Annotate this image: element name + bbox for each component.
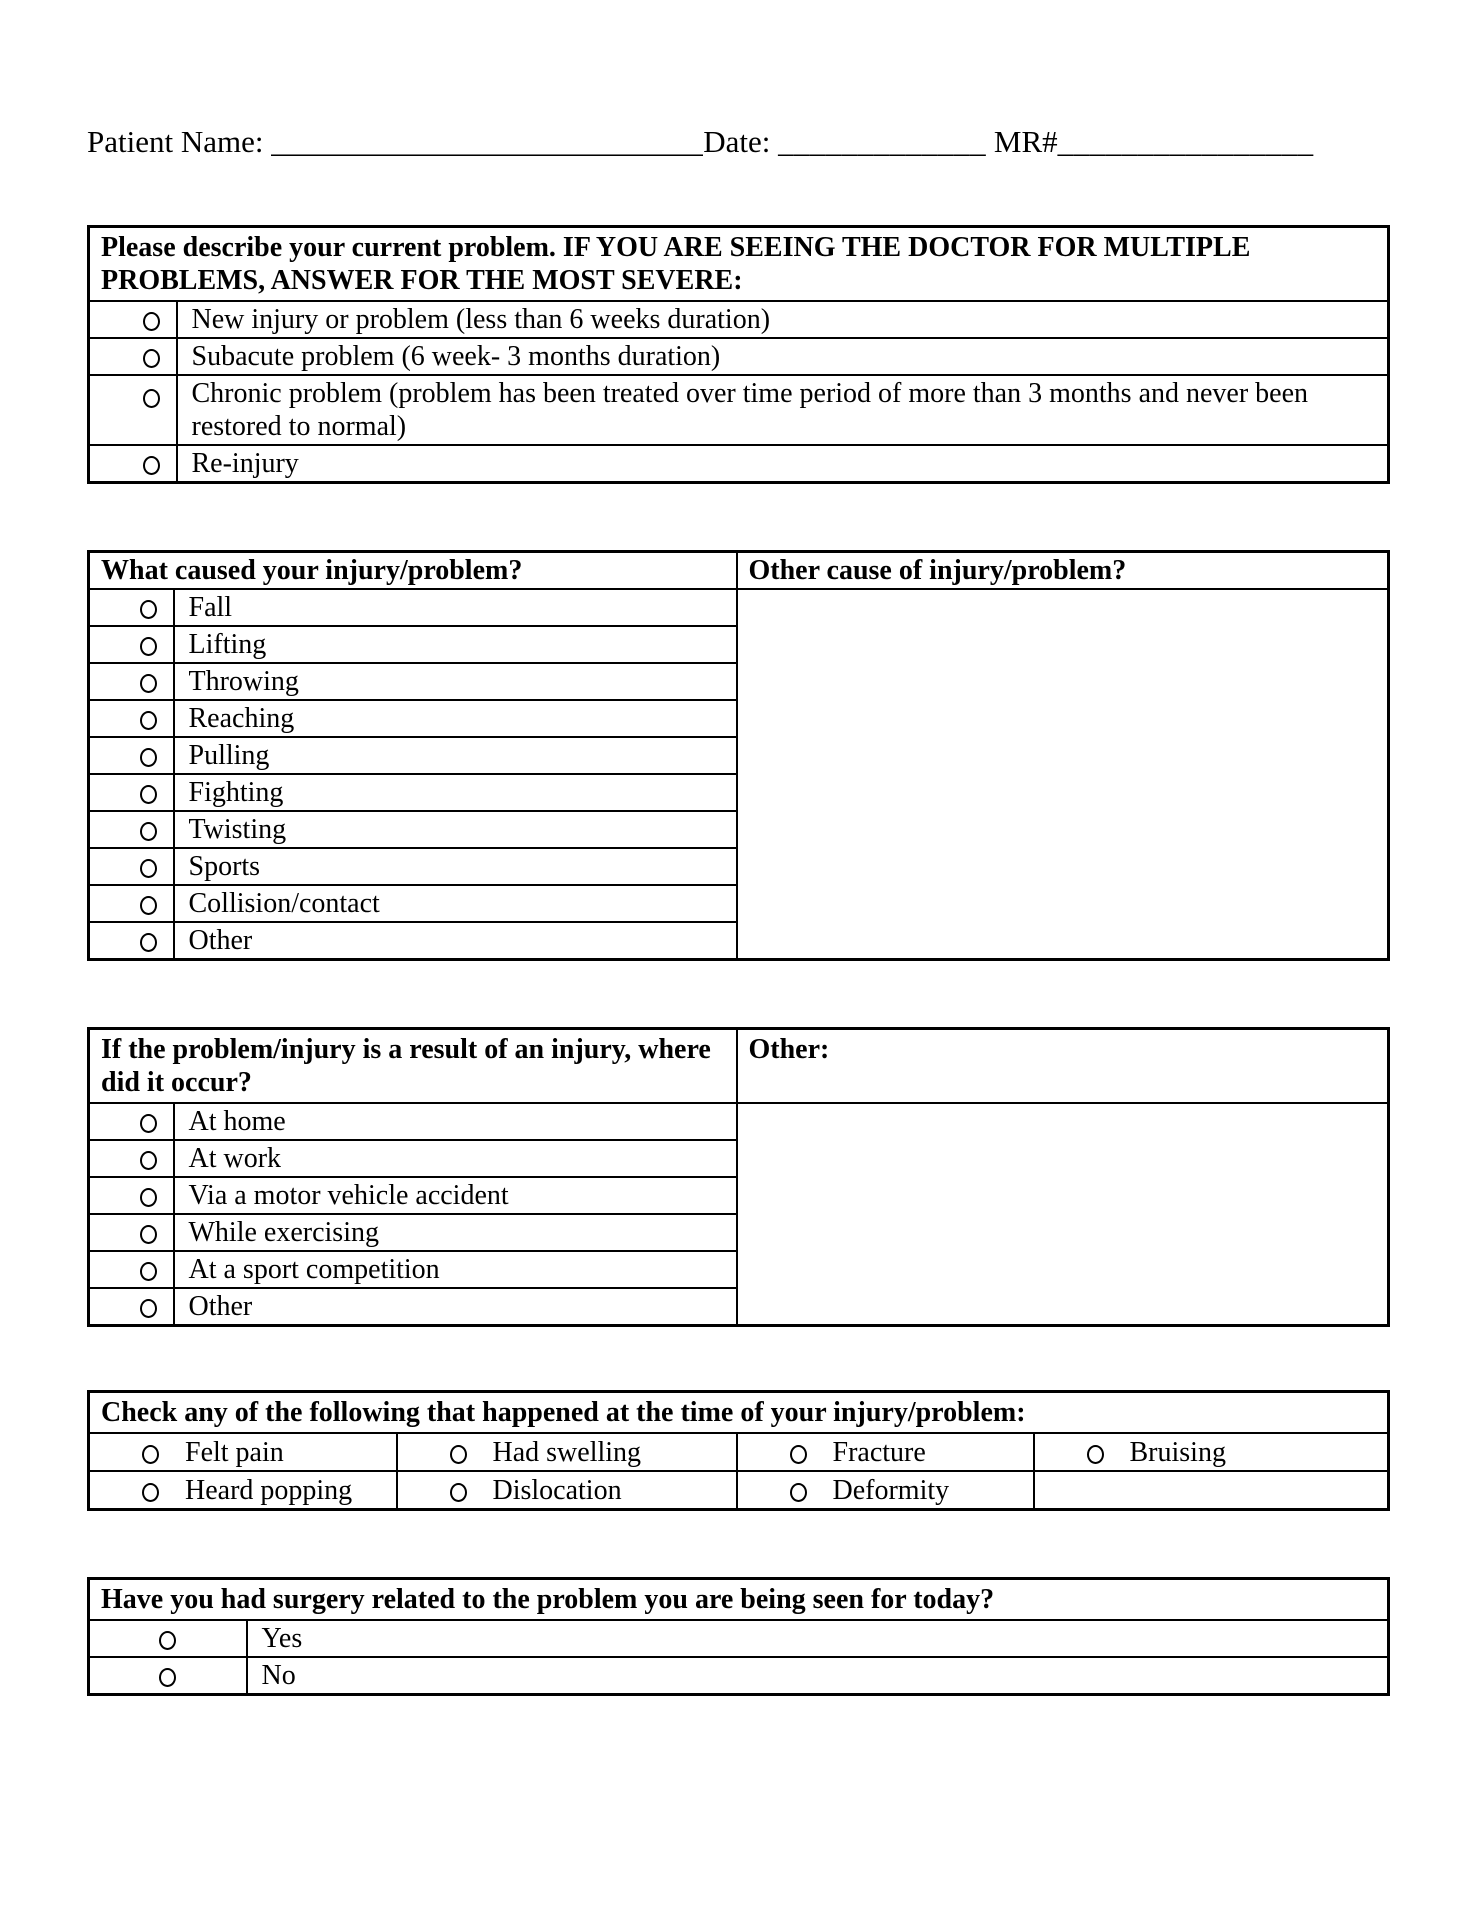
symptom-cell-deformity [737,1471,1034,1510]
radio-surgery-yes[interactable] [159,1631,176,1650]
radio-felt-pain[interactable] [142,1445,159,1464]
patient-header-line [87,122,1390,162]
option-motor-vehicle-accident: Via a motor vehicle accident [174,1177,737,1214]
table-row [89,338,1389,375]
option-throwing: Throwing [174,663,737,700]
option-fall: Fall [174,589,737,626]
patient-name-blank[interactable]: ___________________________ [271,124,704,159]
radio-pulling[interactable] [140,748,157,767]
injury-cause-table [87,550,1390,961]
option-reaching: Reaching [174,700,737,737]
radio-dislocation[interactable] [450,1483,467,1502]
symptom-cell-bruising [1034,1433,1389,1471]
table-row [89,1103,1389,1140]
radio-cause-other[interactable] [140,933,157,952]
surgery-header: Have you had surgery related to the problem you are being seen for today? [89,1579,1389,1621]
radio-chronic-problem[interactable] [143,389,160,408]
option-surgery-no: No [247,1657,1389,1695]
radio-sports[interactable] [140,859,157,878]
radio-bruising[interactable] [1087,1445,1104,1464]
injury-location-header: If the problem/injury is a result of an injury, where did it occur? [89,1029,737,1104]
surgery-table [87,1577,1390,1696]
option-collision-contact: Collision/contact [174,885,737,922]
radio-fall[interactable] [140,600,157,619]
option-at-home: At home [174,1103,737,1140]
table-row [89,1620,1389,1657]
symptom-cell-had-swelling [397,1433,737,1471]
radio-re-injury[interactable] [143,456,160,475]
option-new-injury: New injury or problem (less than 6 weeks duration) [177,301,1389,338]
radio-deformity[interactable] [790,1483,807,1502]
mr-blank[interactable]: ________________ [1057,124,1314,159]
symptom-cell-felt-pain [89,1433,397,1471]
injury-cause-header-row [89,552,1389,590]
option-surgery-yes: Yes [247,1620,1389,1657]
option-location-other: Other [174,1288,737,1326]
table-row [89,301,1389,338]
option-sports: Sports [174,848,737,885]
table-row [89,1657,1389,1695]
radio-at-home[interactable] [140,1114,157,1133]
radio-throwing[interactable] [140,674,157,693]
symptom-cell-empty [1034,1471,1389,1510]
option-cause-other: Other [174,922,737,960]
option-fracture: Fracture [832,1436,926,1468]
option-twisting: Twisting [174,811,737,848]
table-row [89,1471,1389,1510]
option-felt-pain: Felt pain [185,1436,284,1468]
radio-twisting[interactable] [140,822,157,841]
surgery-header-row [89,1579,1389,1621]
symptom-cell-dislocation [397,1471,737,1510]
radio-fracture[interactable] [790,1445,807,1464]
option-chronic-problem: Chronic problem (problem has been treated over time period of more than 3 months and never been restored to normal) [177,375,1389,445]
table-row [89,1433,1389,1471]
symptom-cell-fracture [737,1433,1034,1471]
option-subacute-problem: Subacute problem (6 week- 3 months duration) [177,338,1389,375]
radio-reaching[interactable] [140,711,157,730]
symptom-cell-heard-popping [89,1471,397,1510]
radio-location-other[interactable] [140,1299,157,1318]
symptoms-table [87,1390,1390,1511]
other-cause-header: Other cause of injury/problem? [737,552,1389,590]
current-problem-table [87,225,1390,484]
mr-label: MR# [986,124,1058,159]
option-dislocation: Dislocation [492,1474,622,1506]
form-content [87,0,1390,1696]
radio-new-injury[interactable] [143,312,160,331]
current-problem-header: Please describe your current problem. IF YOU ARE SEEING THE DOCTOR FOR MULTIPLE PROBLEMS, ANSWER FOR THE MOST SEVERE: [89,227,1389,302]
location-other-header: Other: [737,1029,1389,1104]
symptoms-header-row [89,1392,1389,1434]
radio-while-exercising[interactable] [140,1225,157,1244]
injury-cause-header: What caused your injury/problem? [89,552,737,590]
radio-sport-competition[interactable] [140,1262,157,1281]
radio-fighting[interactable] [140,785,157,804]
patient-name-label: Patient Name: [87,124,272,159]
option-fighting: Fighting [174,774,737,811]
date-blank[interactable]: _____________ [778,124,987,159]
symptoms-header: Check any of the following that happened at the time of your injury/problem: [89,1392,1389,1434]
option-deformity: Deformity [832,1474,950,1506]
radio-surgery-no[interactable] [159,1668,176,1687]
radio-collision-contact[interactable] [140,896,157,915]
radio-lifting[interactable] [140,637,157,656]
option-at-work: At work [174,1140,737,1177]
radio-subacute-problem[interactable] [143,349,160,368]
option-pulling: Pulling [174,737,737,774]
radio-motor-vehicle-accident[interactable] [140,1188,157,1207]
injury-location-table [87,1027,1390,1327]
location-other-writein-area[interactable] [737,1103,1389,1326]
option-bruising: Bruising [1129,1436,1226,1468]
option-sport-competition: At a sport competition [174,1251,737,1288]
table-row [89,375,1389,445]
option-while-exercising: While exercising [174,1214,737,1251]
date-label: Date: [703,124,779,159]
option-lifting: Lifting [174,626,737,663]
radio-at-work[interactable] [140,1151,157,1170]
option-had-swelling: Had swelling [492,1436,642,1468]
other-cause-writein-area[interactable] [737,589,1389,960]
injury-location-header-row [89,1029,1389,1104]
table-row [89,445,1389,483]
option-heard-popping: Heard popping [185,1474,353,1506]
table-row [89,589,1389,626]
radio-heard-popping[interactable] [142,1483,159,1502]
current-problem-header-row [89,227,1389,302]
option-re-injury: Re-injury [177,445,1389,483]
radio-had-swelling[interactable] [450,1445,467,1464]
